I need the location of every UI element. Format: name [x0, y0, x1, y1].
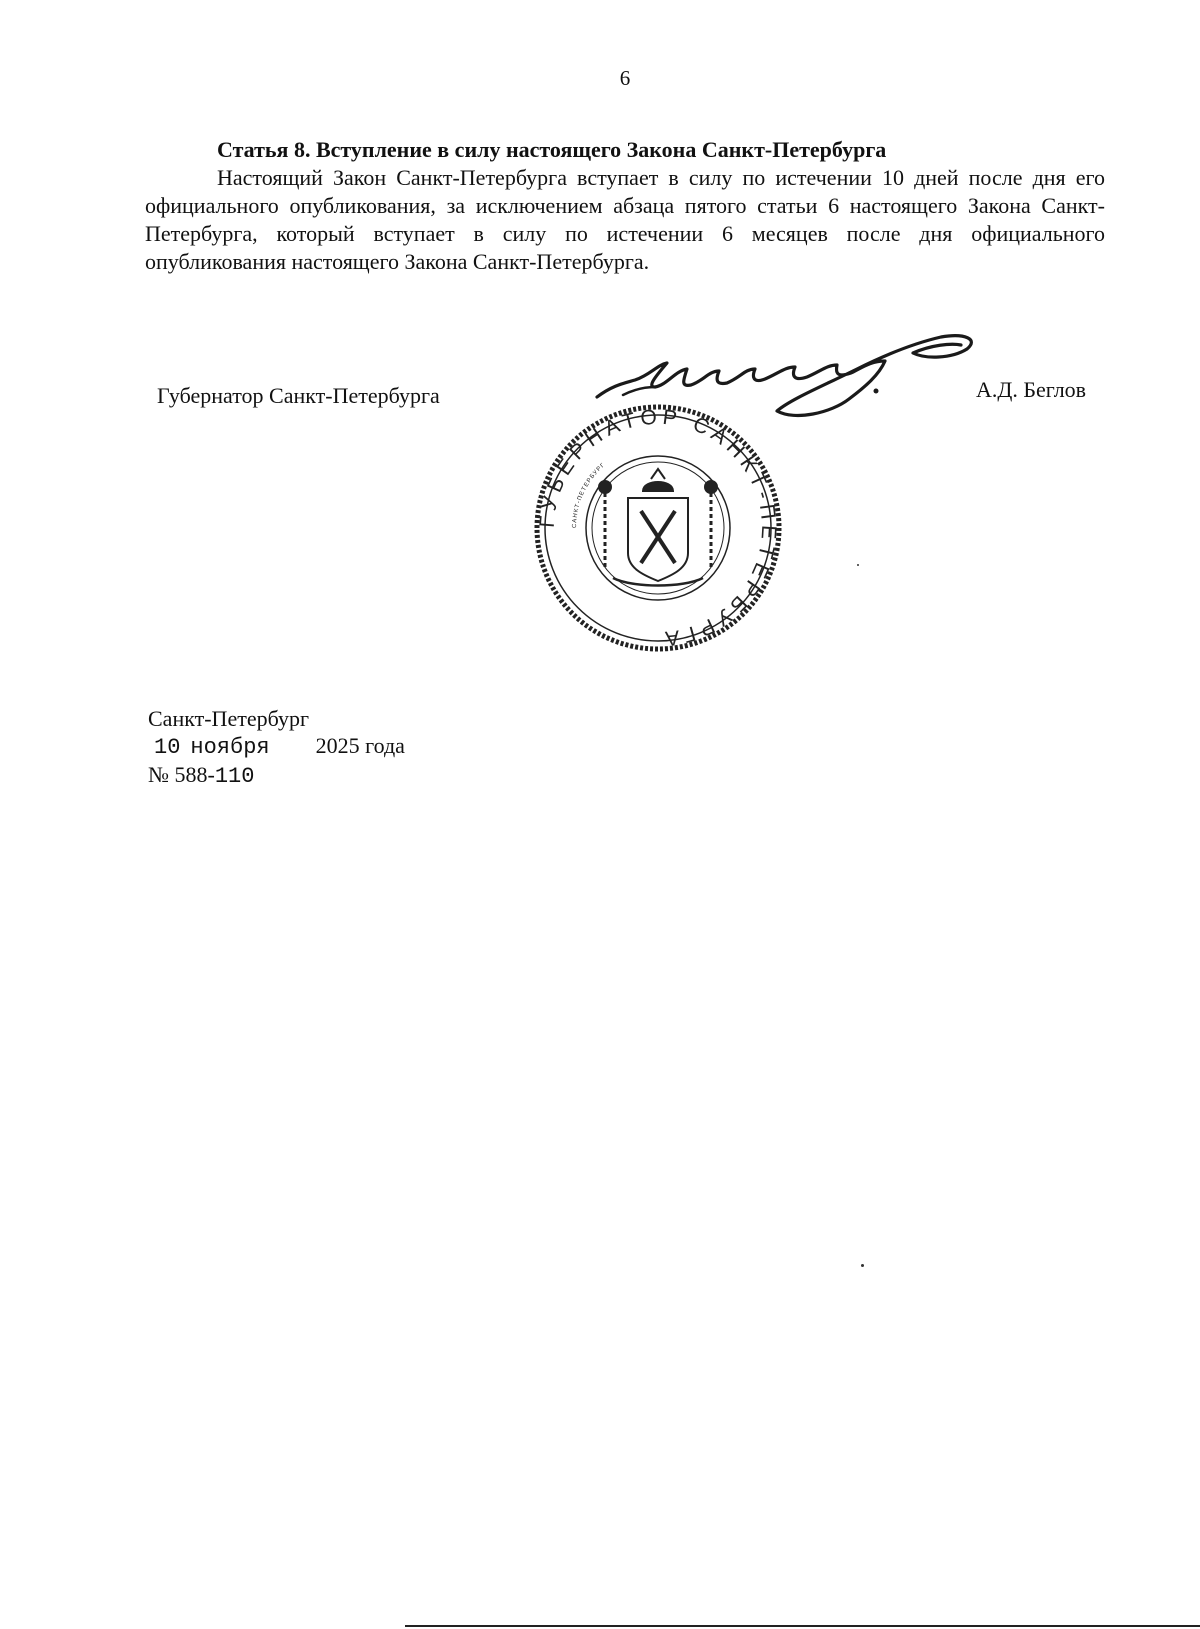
law-number-value: 110 [214, 764, 255, 789]
article-body: Настоящий Закон Санкт-Петербурга вступает в силу по истечении 10 дней после дня его официального опубликования, за исключением абзаца пятого статьи 6 настоящего Закона Санкт-Петербурга, который вступает в силу по истечении 6 месяцев после дня официального опубликования настоящего Закона Санкт-Петербурга. [145, 165, 1105, 274]
seal-inner-text: САНКТ-ПЕТЕРБУРГ [571, 462, 607, 529]
law-number-prefix: № 588- [148, 762, 215, 787]
coat-of-arms-icon [599, 469, 717, 586]
article-title: Статья 8. Вступление в силу настоящего Закона Санкт-Петербурга [217, 137, 887, 162]
date-day: 10 [154, 735, 181, 760]
document-footer [148, 705, 405, 790]
page-number: 6 [619, 66, 631, 90]
signatory-name: А.Д. Беглов [976, 377, 1087, 402]
law-number [148, 761, 405, 790]
date-year: 2025 года [315, 733, 405, 758]
date-month: ноября [190, 735, 270, 760]
scan-edge-line [405, 1625, 1200, 1627]
signatory-position: Губернатор Санкт-Петербурга [157, 383, 440, 408]
scan-speck [857, 564, 859, 566]
seal-outer-text: ГУБЕРНАТОР САНКТ-ПЕТЕРБУРГА [535, 405, 781, 651]
scan-speck [861, 1264, 864, 1267]
signing-city: Санкт-Петербург [148, 706, 309, 731]
governor-seal [533, 403, 783, 653]
signing-date [148, 732, 405, 761]
article-8 [145, 136, 1105, 276]
